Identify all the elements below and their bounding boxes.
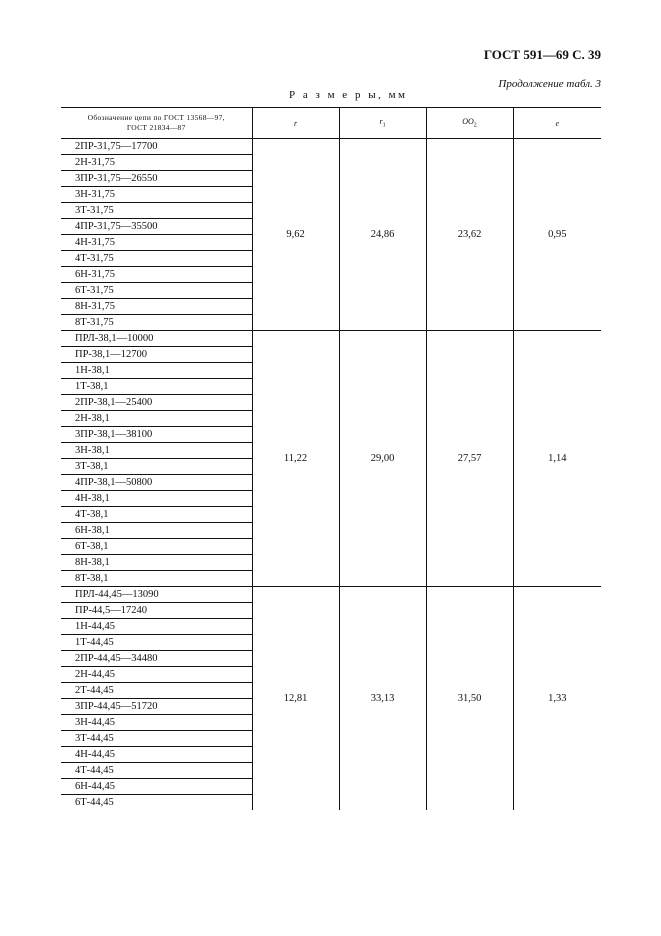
value-e-cell: 1,14 bbox=[513, 331, 601, 587]
chain-designation-cell: 3Т-44,45 bbox=[61, 731, 252, 747]
r1-label: r bbox=[379, 117, 383, 127]
value-r-cell: 11,22 bbox=[252, 331, 339, 587]
chain-designation-cell: 6Н-44,45 bbox=[61, 779, 252, 795]
chain-designation-cell: 3Т-31,75 bbox=[61, 203, 252, 219]
chain-designation-cell: ПР-38,1—12700 bbox=[61, 347, 252, 363]
chain-designation-cell: 8Н-31,75 bbox=[61, 299, 252, 315]
chain-designation-cell: 2ПР-38,1—25400 bbox=[61, 395, 252, 411]
chain-designation-cell: 4Т-44,45 bbox=[61, 763, 252, 779]
oo2-label: OO bbox=[462, 117, 474, 127]
chain-designation-cell: 8Т-38,1 bbox=[61, 571, 252, 587]
value-r-cell: 9,62 bbox=[252, 139, 339, 331]
value-r1-cell: 24,86 bbox=[339, 139, 426, 331]
chain-designation-cell: 2Н-44,45 bbox=[61, 667, 252, 683]
chain-designation-cell: 3Т-38,1 bbox=[61, 459, 252, 475]
column-header-oo2 bbox=[426, 108, 513, 139]
chain-designation-cell: 3ПР-31,75—26550 bbox=[61, 171, 252, 187]
e-label: e bbox=[555, 118, 560, 128]
value-r1-cell: 29,00 bbox=[339, 331, 426, 587]
value-r-cell: 12,81 bbox=[252, 587, 339, 811]
chain-designation-cell: 4Н-31,75 bbox=[61, 235, 252, 251]
value-oo2-cell: 31,50 bbox=[426, 587, 513, 811]
chain-designation-cell: ПРЛ-38,1—10000 bbox=[61, 331, 252, 347]
chain-designation-cell: 6Т-44,45 bbox=[75, 797, 114, 808]
r1-subscript: 1 bbox=[382, 122, 386, 129]
table-row bbox=[61, 331, 601, 347]
chain-designation-cell: 2ПР-31,75—17700 bbox=[61, 139, 252, 155]
chain-designation-cell: ПР-44,5—17240 bbox=[61, 603, 252, 619]
chain-designation-cell: 6Н-38,1 bbox=[61, 523, 252, 539]
chain-designation-cell: 4ПР-31,75—35500 bbox=[61, 219, 252, 235]
chain-designation-cell: 3Н-44,45 bbox=[61, 715, 252, 731]
column-header-r1 bbox=[339, 108, 426, 139]
chain-designation-cell: 4ПР-38,1—50800 bbox=[61, 475, 252, 491]
value-e-cell: 1,33 bbox=[513, 587, 601, 811]
page-header: ГОСТ 591—69 С. 39 bbox=[483, 47, 601, 62]
column-header-designation bbox=[61, 108, 252, 139]
chain-designation-cell: 3ПР-44,45—51720 bbox=[61, 699, 252, 715]
table-continuation-note: Продолжение табл. 3 bbox=[498, 78, 601, 90]
chain-designation-cell: 1Н-44,45 bbox=[61, 619, 252, 635]
chain-designation-cell: 2Н-31,75 bbox=[61, 155, 252, 171]
table-row bbox=[61, 587, 601, 603]
chain-designation-cell: 2ПР-44,45—34480 bbox=[61, 651, 252, 667]
table-row bbox=[61, 139, 601, 155]
column-header-r bbox=[252, 108, 339, 139]
chain-designation-cell: 4Н-44,45 bbox=[61, 747, 252, 763]
chain-designation-cell: 4Т-38,1 bbox=[61, 507, 252, 523]
chain-designation-cell: 8Т-31,75 bbox=[61, 315, 252, 331]
value-r1-cell: 33,13 bbox=[339, 587, 426, 811]
chain-designation-cell: 3Н-38,1 bbox=[61, 443, 252, 459]
chain-designation-cell: 6Н-31,75 bbox=[61, 267, 252, 283]
designation-header-line2: ГОСТ 21834—87 bbox=[126, 123, 186, 132]
chain-designation-cell: 4Т-31,75 bbox=[61, 251, 252, 267]
column-header-e bbox=[513, 108, 601, 139]
value-e-cell: 0,95 bbox=[513, 139, 601, 331]
dimensions-table bbox=[61, 107, 601, 810]
designation-header-line1: Обозначение цепи по ГОСТ 13568—97, bbox=[87, 113, 225, 122]
oo2-subscript: 2 bbox=[473, 122, 477, 129]
dimensions-table-wrap bbox=[61, 107, 601, 810]
chain-designation-cell: 1Т-44,45 bbox=[61, 635, 252, 651]
table-body bbox=[61, 139, 601, 811]
chain-designation-cell: ПРЛ-44,45—13090 bbox=[61, 587, 252, 603]
chain-designation-cell: 3ПР-38,1—38100 bbox=[61, 427, 252, 443]
chain-designation-cell: 4Н-38,1 bbox=[61, 491, 252, 507]
chain-designation-cell: 1Н-38,1 bbox=[61, 363, 252, 379]
chain-designation-cell: 1Т-38,1 bbox=[61, 379, 252, 395]
chain-designation-cell: 8Н-38,1 bbox=[61, 555, 252, 571]
chain-designation-cell: 3Н-31,75 bbox=[61, 187, 252, 203]
value-oo2-cell: 23,62 bbox=[426, 139, 513, 331]
value-oo2-cell: 27,57 bbox=[426, 331, 513, 587]
chain-designation-cell: 2Т-44,45 bbox=[61, 683, 252, 699]
chain-designation-cell: 6Т-31,75 bbox=[61, 283, 252, 299]
chain-designation-cell: 2Н-38,1 bbox=[61, 411, 252, 427]
sizes-caption: Р а з м е р ы, мм bbox=[289, 89, 408, 101]
table-header-row bbox=[61, 108, 601, 139]
r-label: r bbox=[293, 118, 298, 128]
chain-designation-cell: 6Т-38,1 bbox=[61, 539, 252, 555]
